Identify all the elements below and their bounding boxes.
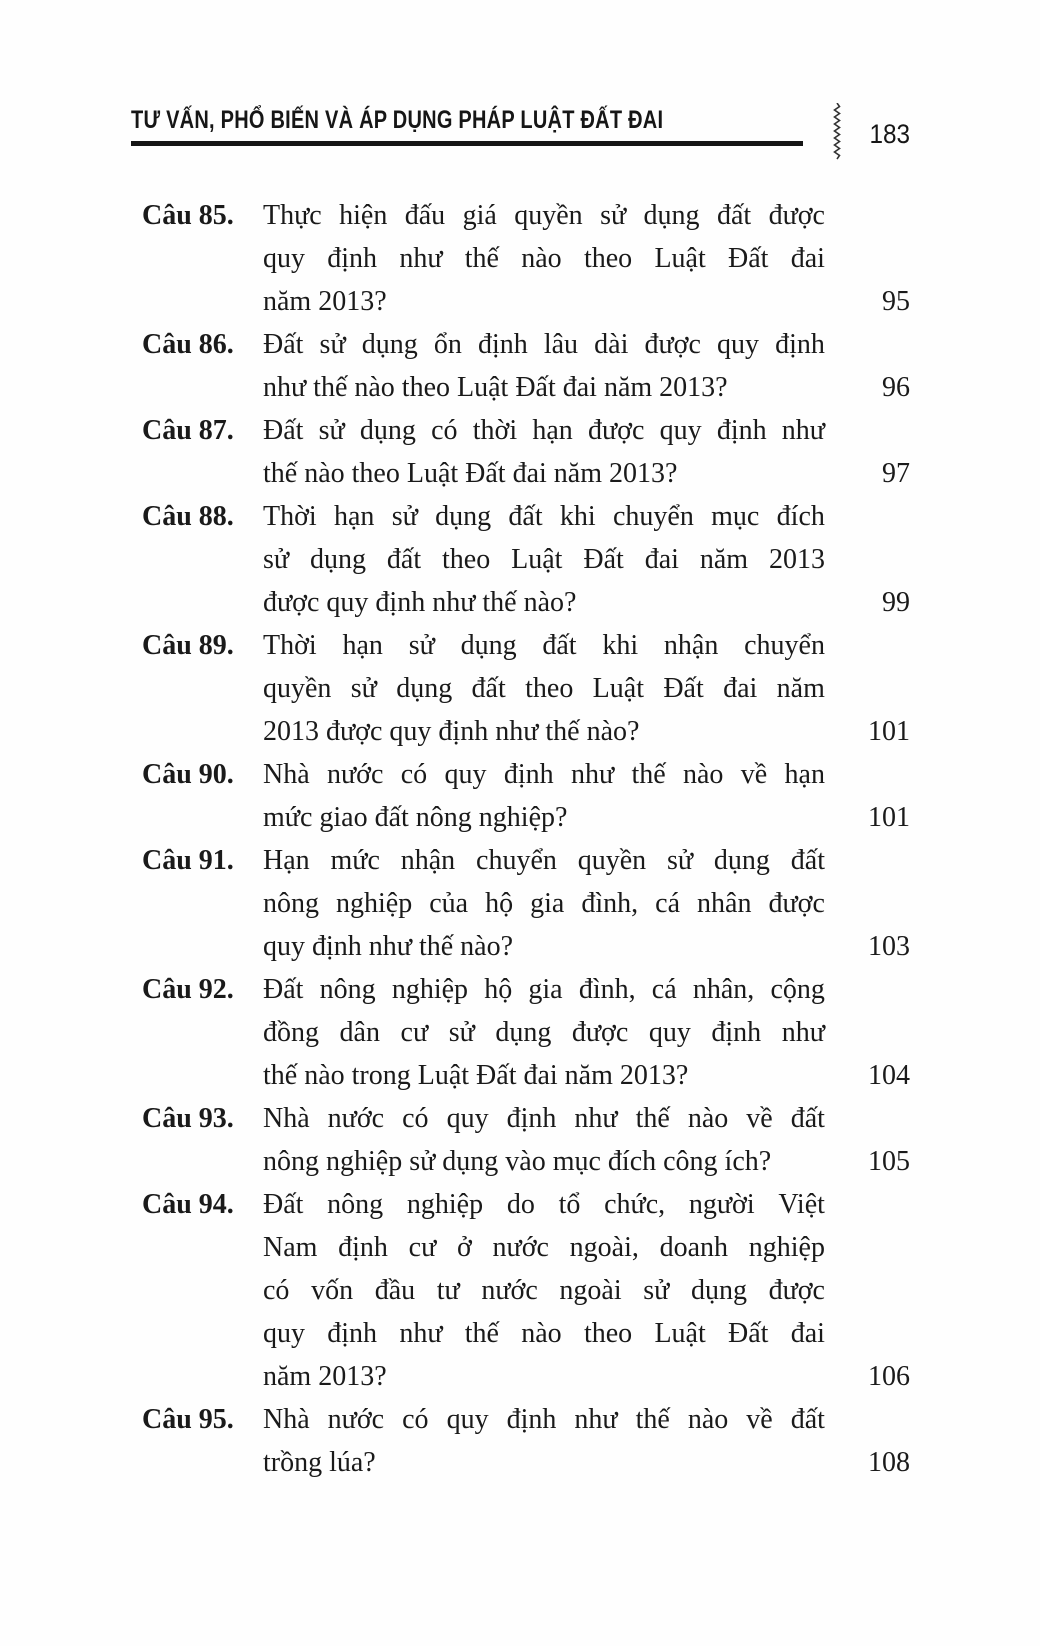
toc-entry-line: năm 2013? bbox=[263, 1361, 387, 1392]
toc-entry-line: Đất sử dụng có thời hạn được quy định như bbox=[263, 415, 825, 446]
toc-entry-line: Nhà nước có quy định như thế nào về đất bbox=[263, 1103, 825, 1134]
toc-entry-text bbox=[263, 1097, 825, 1183]
toc-entry-line: quyền sử dụng đất theo Luật Đất đai năm bbox=[263, 673, 825, 704]
toc-entry-line: sử dụng đất theo Luật Đất đai năm 2013 bbox=[263, 544, 825, 575]
toc-entry-text bbox=[263, 323, 825, 409]
toc-entry-line: Hạn mức nhận chuyển quyền sử dụng đất bbox=[263, 845, 825, 876]
toc-entry-label: Câu 88. bbox=[142, 501, 234, 532]
toc-entry-label: Câu 87. bbox=[142, 415, 234, 446]
toc-entry-label: Câu 91. bbox=[142, 845, 234, 876]
toc-entry-line: Nhà nước có quy định như thế nào về hạn bbox=[263, 759, 825, 790]
toc-entry-line: Đất sử dụng ổn định lâu dài được quy định bbox=[263, 329, 825, 360]
toc-entry-line: trồng lúa? bbox=[263, 1447, 376, 1478]
toc-entry-label: Câu 95. bbox=[142, 1404, 234, 1435]
toc-entry-line: mức giao đất nông nghiệp? bbox=[263, 802, 568, 833]
toc-entry-line: có vốn đầu tư nước ngoài sử dụng được bbox=[263, 1275, 825, 1306]
toc-entry-line: Nam định cư ở nước ngoài, doanh nghiệp bbox=[263, 1232, 825, 1263]
toc-entry bbox=[142, 323, 910, 409]
decorative-zigzag-icon bbox=[833, 103, 841, 161]
toc-entry-line: được quy định như thế nào? bbox=[263, 587, 577, 618]
toc-entry bbox=[142, 839, 910, 968]
toc-entry bbox=[142, 753, 910, 839]
toc-entry-line: quy định như thế nào? bbox=[263, 931, 514, 962]
toc-entry-line: nông nghiệp của hộ gia đình, cá nhân được bbox=[263, 888, 825, 919]
toc-entry bbox=[142, 194, 910, 323]
toc-entry-text bbox=[263, 1183, 825, 1398]
header-rule bbox=[131, 141, 803, 146]
toc-entry-page: 95 bbox=[882, 286, 910, 317]
running-header-title: TƯ VẤN, PHỔ BIẾN VÀ ÁP DỤNG PHÁP LUẬT ĐẤT ĐAI bbox=[131, 106, 664, 134]
toc-entry-line: Đất nông nghiệp do tổ chức, người Việt bbox=[263, 1189, 825, 1220]
toc-entry-text bbox=[263, 624, 825, 753]
toc-entry-page: 101 bbox=[868, 716, 910, 747]
toc-list bbox=[142, 194, 910, 1484]
toc-entry-text bbox=[263, 409, 825, 495]
toc-entry-line: 2013 được quy định như thế nào? bbox=[263, 716, 640, 747]
toc-entry-text bbox=[263, 839, 825, 968]
toc-entry-line: Thời hạn sử dụng đất khi nhận chuyển bbox=[263, 630, 825, 661]
toc-entry bbox=[142, 1097, 910, 1183]
toc-entry-text bbox=[263, 1398, 825, 1484]
toc-entry-line: Đất nông nghiệp hộ gia đình, cá nhân, cộng bbox=[263, 974, 825, 1005]
toc-entry-line: Thời hạn sử dụng đất khi chuyển mục đích bbox=[263, 501, 825, 532]
toc-entry-text bbox=[263, 194, 825, 323]
toc-entry bbox=[142, 1183, 910, 1398]
toc-entry-line: Nhà nước có quy định như thế nào về đất bbox=[263, 1404, 825, 1435]
toc-entry-label: Câu 94. bbox=[142, 1189, 234, 1220]
toc-entry-page: 103 bbox=[868, 931, 910, 962]
toc-entry-page: 108 bbox=[868, 1447, 910, 1478]
toc-entry-label: Câu 90. bbox=[142, 759, 234, 790]
toc-entry bbox=[142, 495, 910, 624]
toc-entry-label: Câu 86. bbox=[142, 329, 234, 360]
toc-entry-label: Câu 85. bbox=[142, 200, 234, 231]
toc-entry-line: đồng dân cư sử dụng được quy định như bbox=[263, 1017, 825, 1048]
toc-entry-text bbox=[263, 968, 825, 1097]
toc-entry-line: nông nghiệp sử dụng vào mục đích công ích? bbox=[263, 1146, 772, 1177]
toc-entry-label: Câu 92. bbox=[142, 974, 234, 1005]
toc-entry bbox=[142, 1398, 910, 1484]
toc-entry-line: Thực hiện đấu giá quyền sử dụng đất được bbox=[263, 200, 825, 231]
toc-entry-page: 106 bbox=[868, 1361, 910, 1392]
toc-entry-page: 101 bbox=[868, 802, 910, 833]
toc-entry-text bbox=[263, 753, 825, 839]
toc-entry-page: 105 bbox=[868, 1146, 910, 1177]
toc-entry-label: Câu 93. bbox=[142, 1103, 234, 1134]
toc-entry-text bbox=[263, 495, 825, 624]
toc-entry-page: 97 bbox=[882, 458, 910, 489]
toc-entry-line: như thế nào theo Luật Đất đai năm 2013? bbox=[263, 372, 728, 403]
toc-entry-page: 99 bbox=[882, 587, 910, 618]
toc-entry bbox=[142, 624, 910, 753]
toc-entry-page: 96 bbox=[882, 372, 910, 403]
toc-entry-line: quy định như thế nào theo Luật Đất đai bbox=[263, 243, 825, 274]
toc-entry-line: quy định như thế nào theo Luật Đất đai bbox=[263, 1318, 825, 1349]
toc-entry-label: Câu 89. bbox=[142, 630, 234, 661]
toc-entry-line: năm 2013? bbox=[263, 286, 387, 317]
toc-entry-line: thế nào trong Luật Đất đai năm 2013? bbox=[263, 1060, 689, 1091]
toc-entry-line: thế nào theo Luật Đất đai năm 2013? bbox=[263, 458, 678, 489]
toc-entry bbox=[142, 409, 910, 495]
header-page-number: 183 bbox=[869, 119, 910, 149]
toc-entry-page: 104 bbox=[868, 1060, 910, 1091]
toc-entry bbox=[142, 968, 910, 1097]
